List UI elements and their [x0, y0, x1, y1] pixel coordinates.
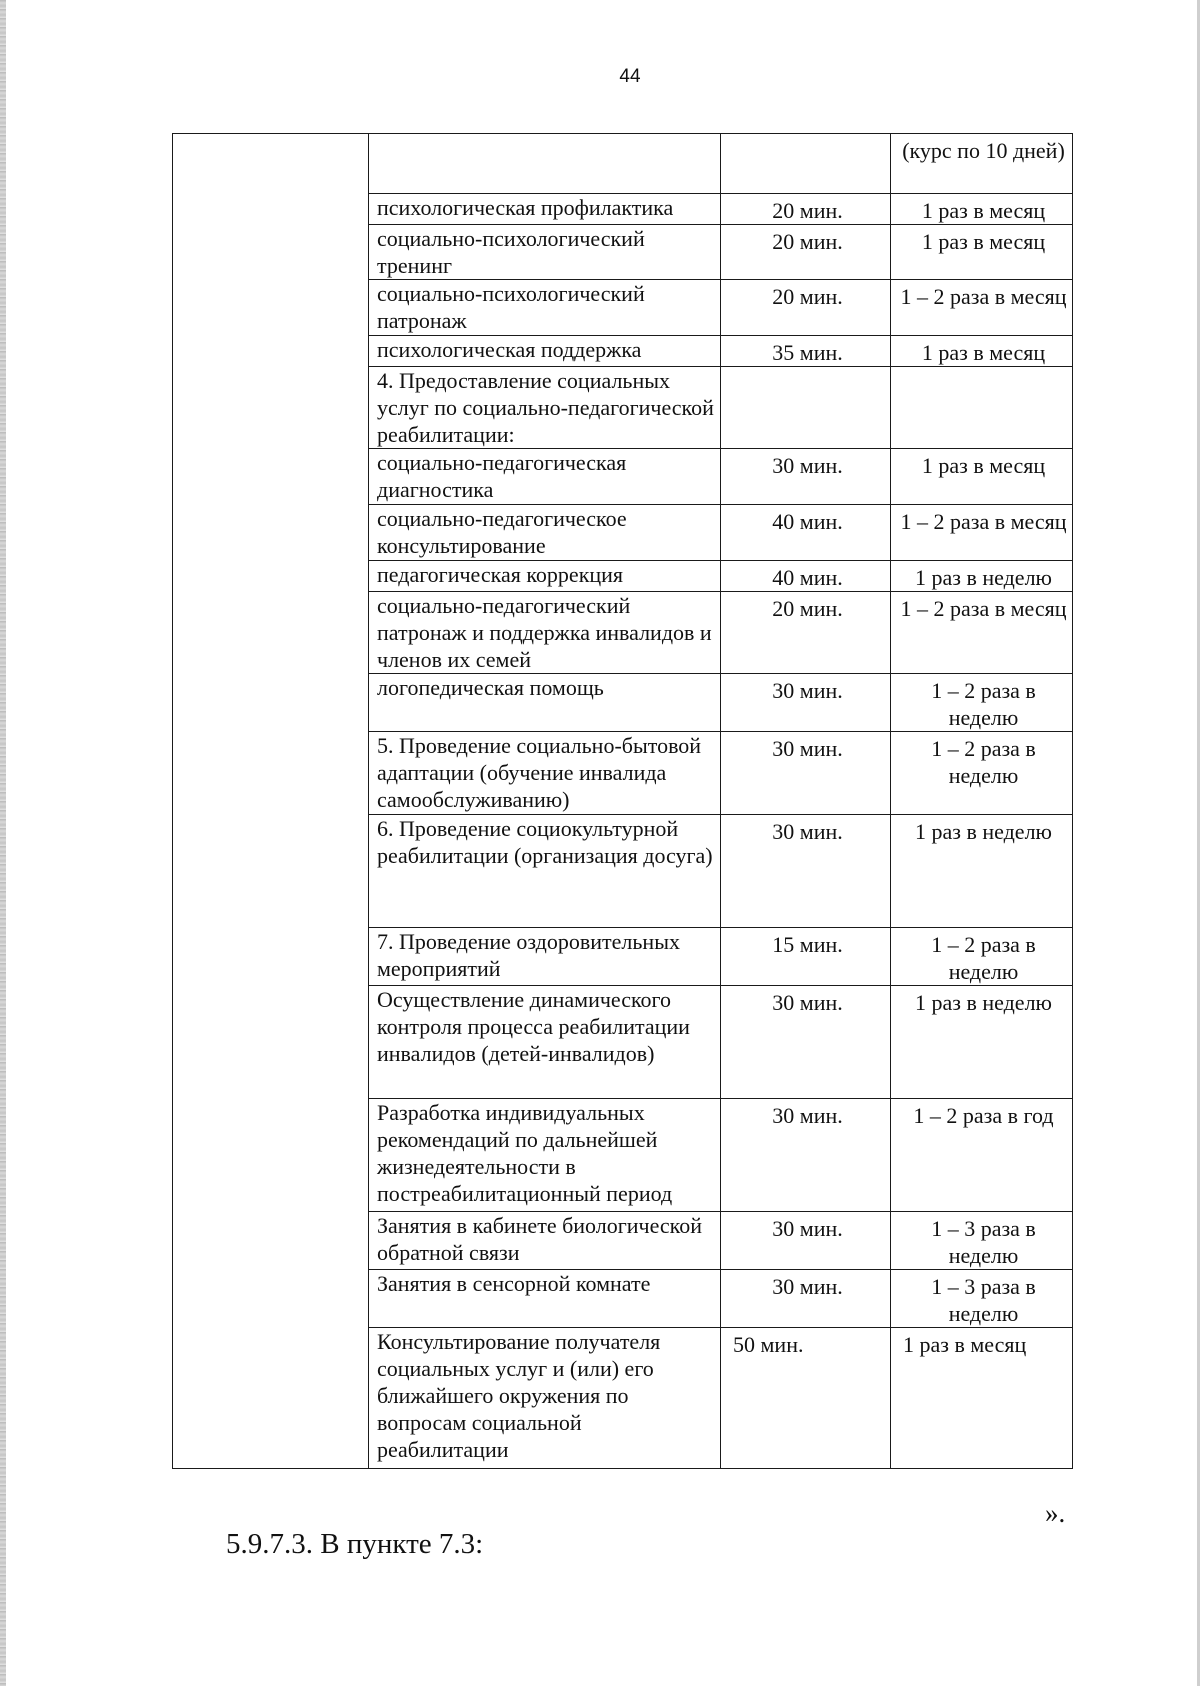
duration-cell: 30 мин.	[721, 732, 891, 815]
frequency-cell: 1 раз в неделю	[891, 815, 1073, 928]
duration-cell: 40 мин.	[721, 505, 891, 561]
service-name-cell: социально-психологический патронаж	[369, 280, 721, 336]
frequency-cell: 1 раз в месяц	[891, 194, 1073, 225]
frequency-cell: 1 раз в месяц	[891, 225, 1073, 280]
page-number: 44	[619, 66, 641, 87]
service-name-cell: 5. Проведение социально-бытовой адаптации (обучение инвалида самообслуживанию)	[369, 732, 721, 815]
service-name-cell	[369, 134, 721, 194]
frequency-cell: 1 – 3 раза в неделю	[891, 1270, 1073, 1328]
service-name-cell: социально-педагогический патронаж и поддержка инвалидов и членов их семей	[369, 592, 721, 674]
frequency-cell: 1 раз в неделю	[891, 561, 1073, 592]
duration-cell: 20 мин.	[721, 280, 891, 336]
frequency-cell: 1 раз в месяц	[891, 336, 1073, 367]
frequency-cell: 1 – 2 раза в неделю	[891, 732, 1073, 815]
frequency-cell: 1 – 3 раза в неделю	[891, 1212, 1073, 1270]
service-name-cell: социально-психологический тренинг	[369, 225, 721, 280]
service-name-cell: 4. Предоставление социальных услуг по социально-педагогической реабилитации:	[369, 367, 721, 449]
frequency-cell: 1 раз в неделю	[891, 986, 1073, 1099]
frequency-cell	[891, 367, 1073, 449]
frequency-cell: 1 – 2 раза в год	[891, 1099, 1073, 1212]
duration-cell: 50 мин.	[721, 1328, 891, 1469]
duration-cell	[721, 367, 891, 449]
empty-column-cell	[173, 134, 369, 1469]
duration-cell: 30 мин.	[721, 1212, 891, 1270]
service-name-cell: психологическая поддержка	[369, 336, 721, 367]
frequency-cell: 1 – 2 раза в месяц	[891, 280, 1073, 336]
duration-cell: 20 мин.	[721, 194, 891, 225]
service-name-cell: Занятия в сенсорной комнате	[369, 1270, 721, 1328]
closing-quote: ».	[1045, 1498, 1066, 1528]
duration-cell: 30 мин.	[721, 815, 891, 928]
table-row	[173, 134, 1073, 194]
duration-cell: 30 мин.	[721, 1099, 891, 1212]
service-name-cell: Занятия в кабинете биологической обратной связи	[369, 1212, 721, 1270]
service-name-cell: 7. Проведение оздоровительных мероприятий	[369, 928, 721, 986]
services-table	[172, 133, 1073, 1469]
frequency-cell: 1 раз в месяц	[891, 1328, 1073, 1469]
service-name-cell: Осуществление динамического контроля процесса реабилитации инвалидов (детей-инвалидов)	[369, 986, 721, 1099]
frequency-cell: 1 – 2 раза в неделю	[891, 928, 1073, 986]
service-name-cell: Разработка индивидуальных рекомендаций по дальнейшей жизнедеятельности в постреабилитационный период	[369, 1099, 721, 1212]
duration-cell: 35 мин.	[721, 336, 891, 367]
service-name-cell: логопедическая помощь	[369, 674, 721, 732]
duration-cell: 15 мин.	[721, 928, 891, 986]
frequency-cell: (курс по 10 дней)	[891, 134, 1073, 194]
duration-cell: 20 мин.	[721, 225, 891, 280]
service-name-cell: педагогическая коррекция	[369, 561, 721, 592]
service-name-cell: социально-педагогическая диагностика	[369, 449, 721, 505]
frequency-cell: 1 – 2 раза в месяц	[891, 505, 1073, 561]
service-name-cell: 6. Проведение социокультурной реабилитации (организация досуга)	[369, 815, 721, 928]
service-name-cell: психологическая профилактика	[369, 194, 721, 225]
scan-edge-left	[0, 0, 6, 1686]
services-table-body	[173, 134, 1073, 1469]
section-heading: 5.9.7.3. В пункте 7.3:	[226, 1528, 484, 1560]
duration-cell	[721, 134, 891, 194]
duration-cell: 30 мин.	[721, 1270, 891, 1328]
duration-cell: 30 мин.	[721, 674, 891, 732]
frequency-cell: 1 – 2 раза в месяц	[891, 592, 1073, 674]
service-name-cell: Консультирование получателя социальных услуг и (или) его ближайшего окружения по вопросам социальной реабилитации	[369, 1328, 721, 1469]
duration-cell: 30 мин.	[721, 449, 891, 505]
frequency-cell: 1 раз в месяц	[891, 449, 1073, 505]
frequency-cell: 1 – 2 раза в неделю	[891, 674, 1073, 732]
duration-cell: 40 мин.	[721, 561, 891, 592]
service-name-cell: социально-педагогическое консультирование	[369, 505, 721, 561]
duration-cell: 20 мин.	[721, 592, 891, 674]
duration-cell: 30 мин.	[721, 986, 891, 1099]
